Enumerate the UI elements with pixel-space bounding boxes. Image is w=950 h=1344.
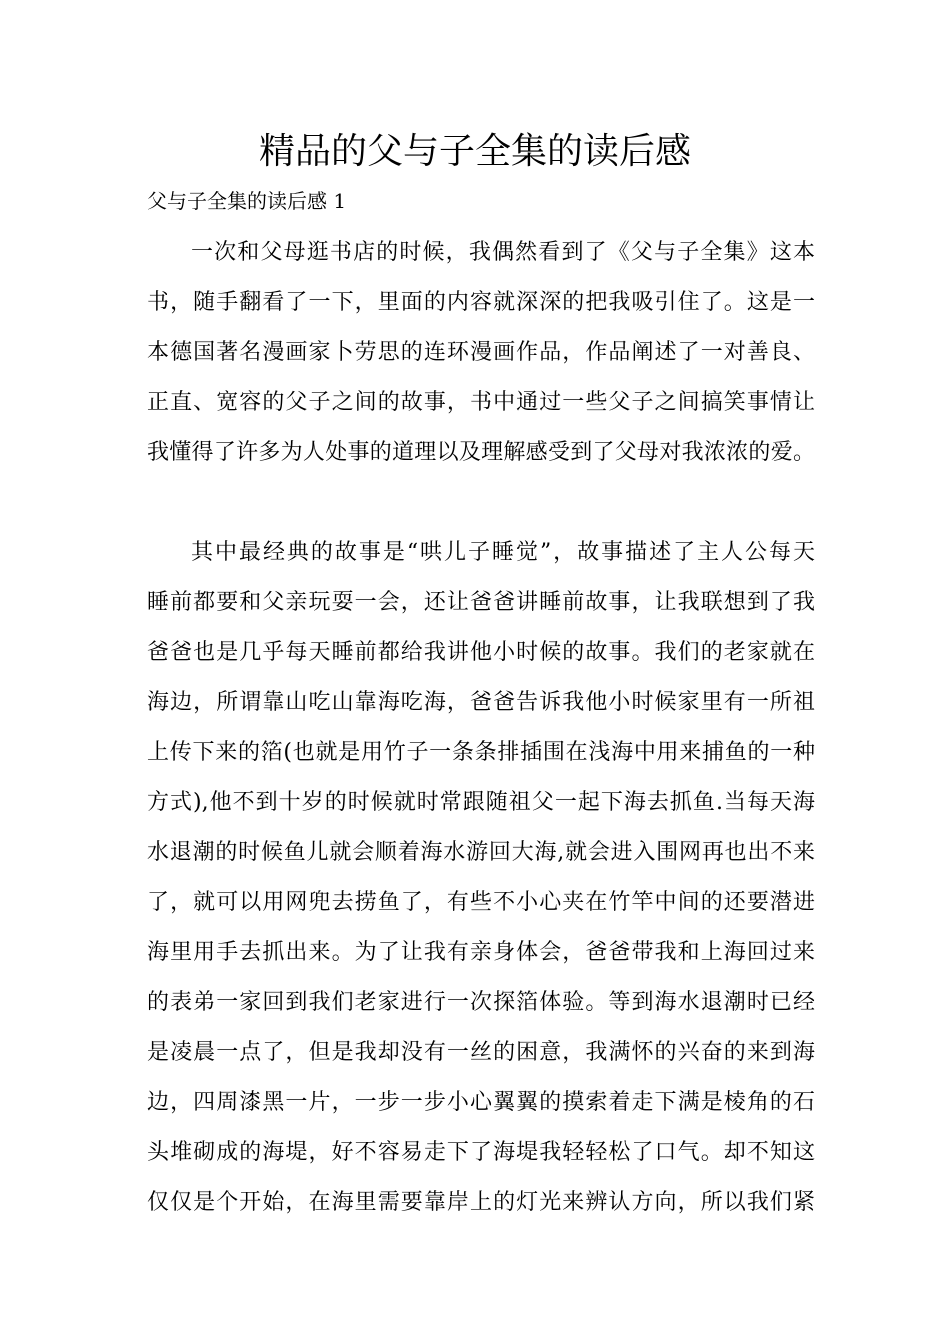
document-title: 精品的父与子全集的读后感 (258, 131, 691, 172)
text-line: 边，四周漆黑一片，一步一步小心翼翼的摸索着走下满是棱角的石 (147, 1090, 815, 1115)
text-line: 我懂得了许多为人处事的道理以及理解感受到了父母对我浓浓的爱。 (147, 440, 815, 465)
text-line: 海边，所谓靠山吃山靠海吃海，爸爸告诉我他小时候家里有一所祖 (147, 690, 815, 715)
text-line: 其中最经典的故事是“哄儿子睡觉”，故事描述了主人公每天 (191, 540, 815, 565)
paragraph-1 (147, 228, 815, 478)
text-line: 上传下来的箔(也就是用竹子一条条排插围在浅海中用来捕鱼的一种 (147, 740, 815, 765)
text-line: 本德国著名漫画家卜劳思的连环漫画作品，作品阐述了一对善良、 (147, 340, 815, 365)
text-line: 了，就可以用网兜去捞鱼了，有些不小心夹在竹竿中间的还要潜进 (147, 890, 815, 915)
section-heading: 父与子全集的读后感 1 (147, 189, 347, 213)
text-line: 正直、宽容的父子之间的故事，书中通过一些父子之间搞笑事情让 (147, 390, 815, 415)
text-line: 书，随手翻看了一下，里面的内容就深深的把我吸引住了。这是一 (147, 290, 815, 315)
text-line: 爸爸也是几乎每天睡前都给我讲他小时候的故事。我们的老家就在 (147, 640, 815, 665)
text-line: 是凌晨一点了，但是我却没有一丝的困意，我满怀的兴奋的来到海 (147, 1040, 815, 1065)
text-line: 睡前都要和父亲玩耍一会，还让爸爸讲睡前故事，让我联想到了我 (147, 590, 815, 615)
text-line: 的表弟一家回到我们老家进行一次探箔体验。等到海水退潮时已经 (147, 990, 815, 1015)
text-line: 海里用手去抓出来。为了让我有亲身体会，爸爸带我和上海回过来 (147, 940, 815, 965)
text-line: 方式),他不到十岁的时候就时常跟随祖父一起下海去抓鱼.当每天海 (147, 790, 815, 815)
paragraph-2 (147, 528, 815, 1228)
text-line: 一次和父母逛书店的时候，我偶然看到了《父与子全集》这本 (191, 240, 815, 265)
text-line: 仅仅是个开始，在海里需要靠岸上的灯光来辨认方向，所以我们紧 (147, 1190, 815, 1215)
text-line: 水退潮的时候鱼儿就会顺着海水游回大海,就会进入围网再也出不来 (147, 840, 815, 865)
text-line: 头堆砌成的海堤，好不容易走下了海堤我轻轻松了口气。却不知这 (147, 1140, 815, 1165)
